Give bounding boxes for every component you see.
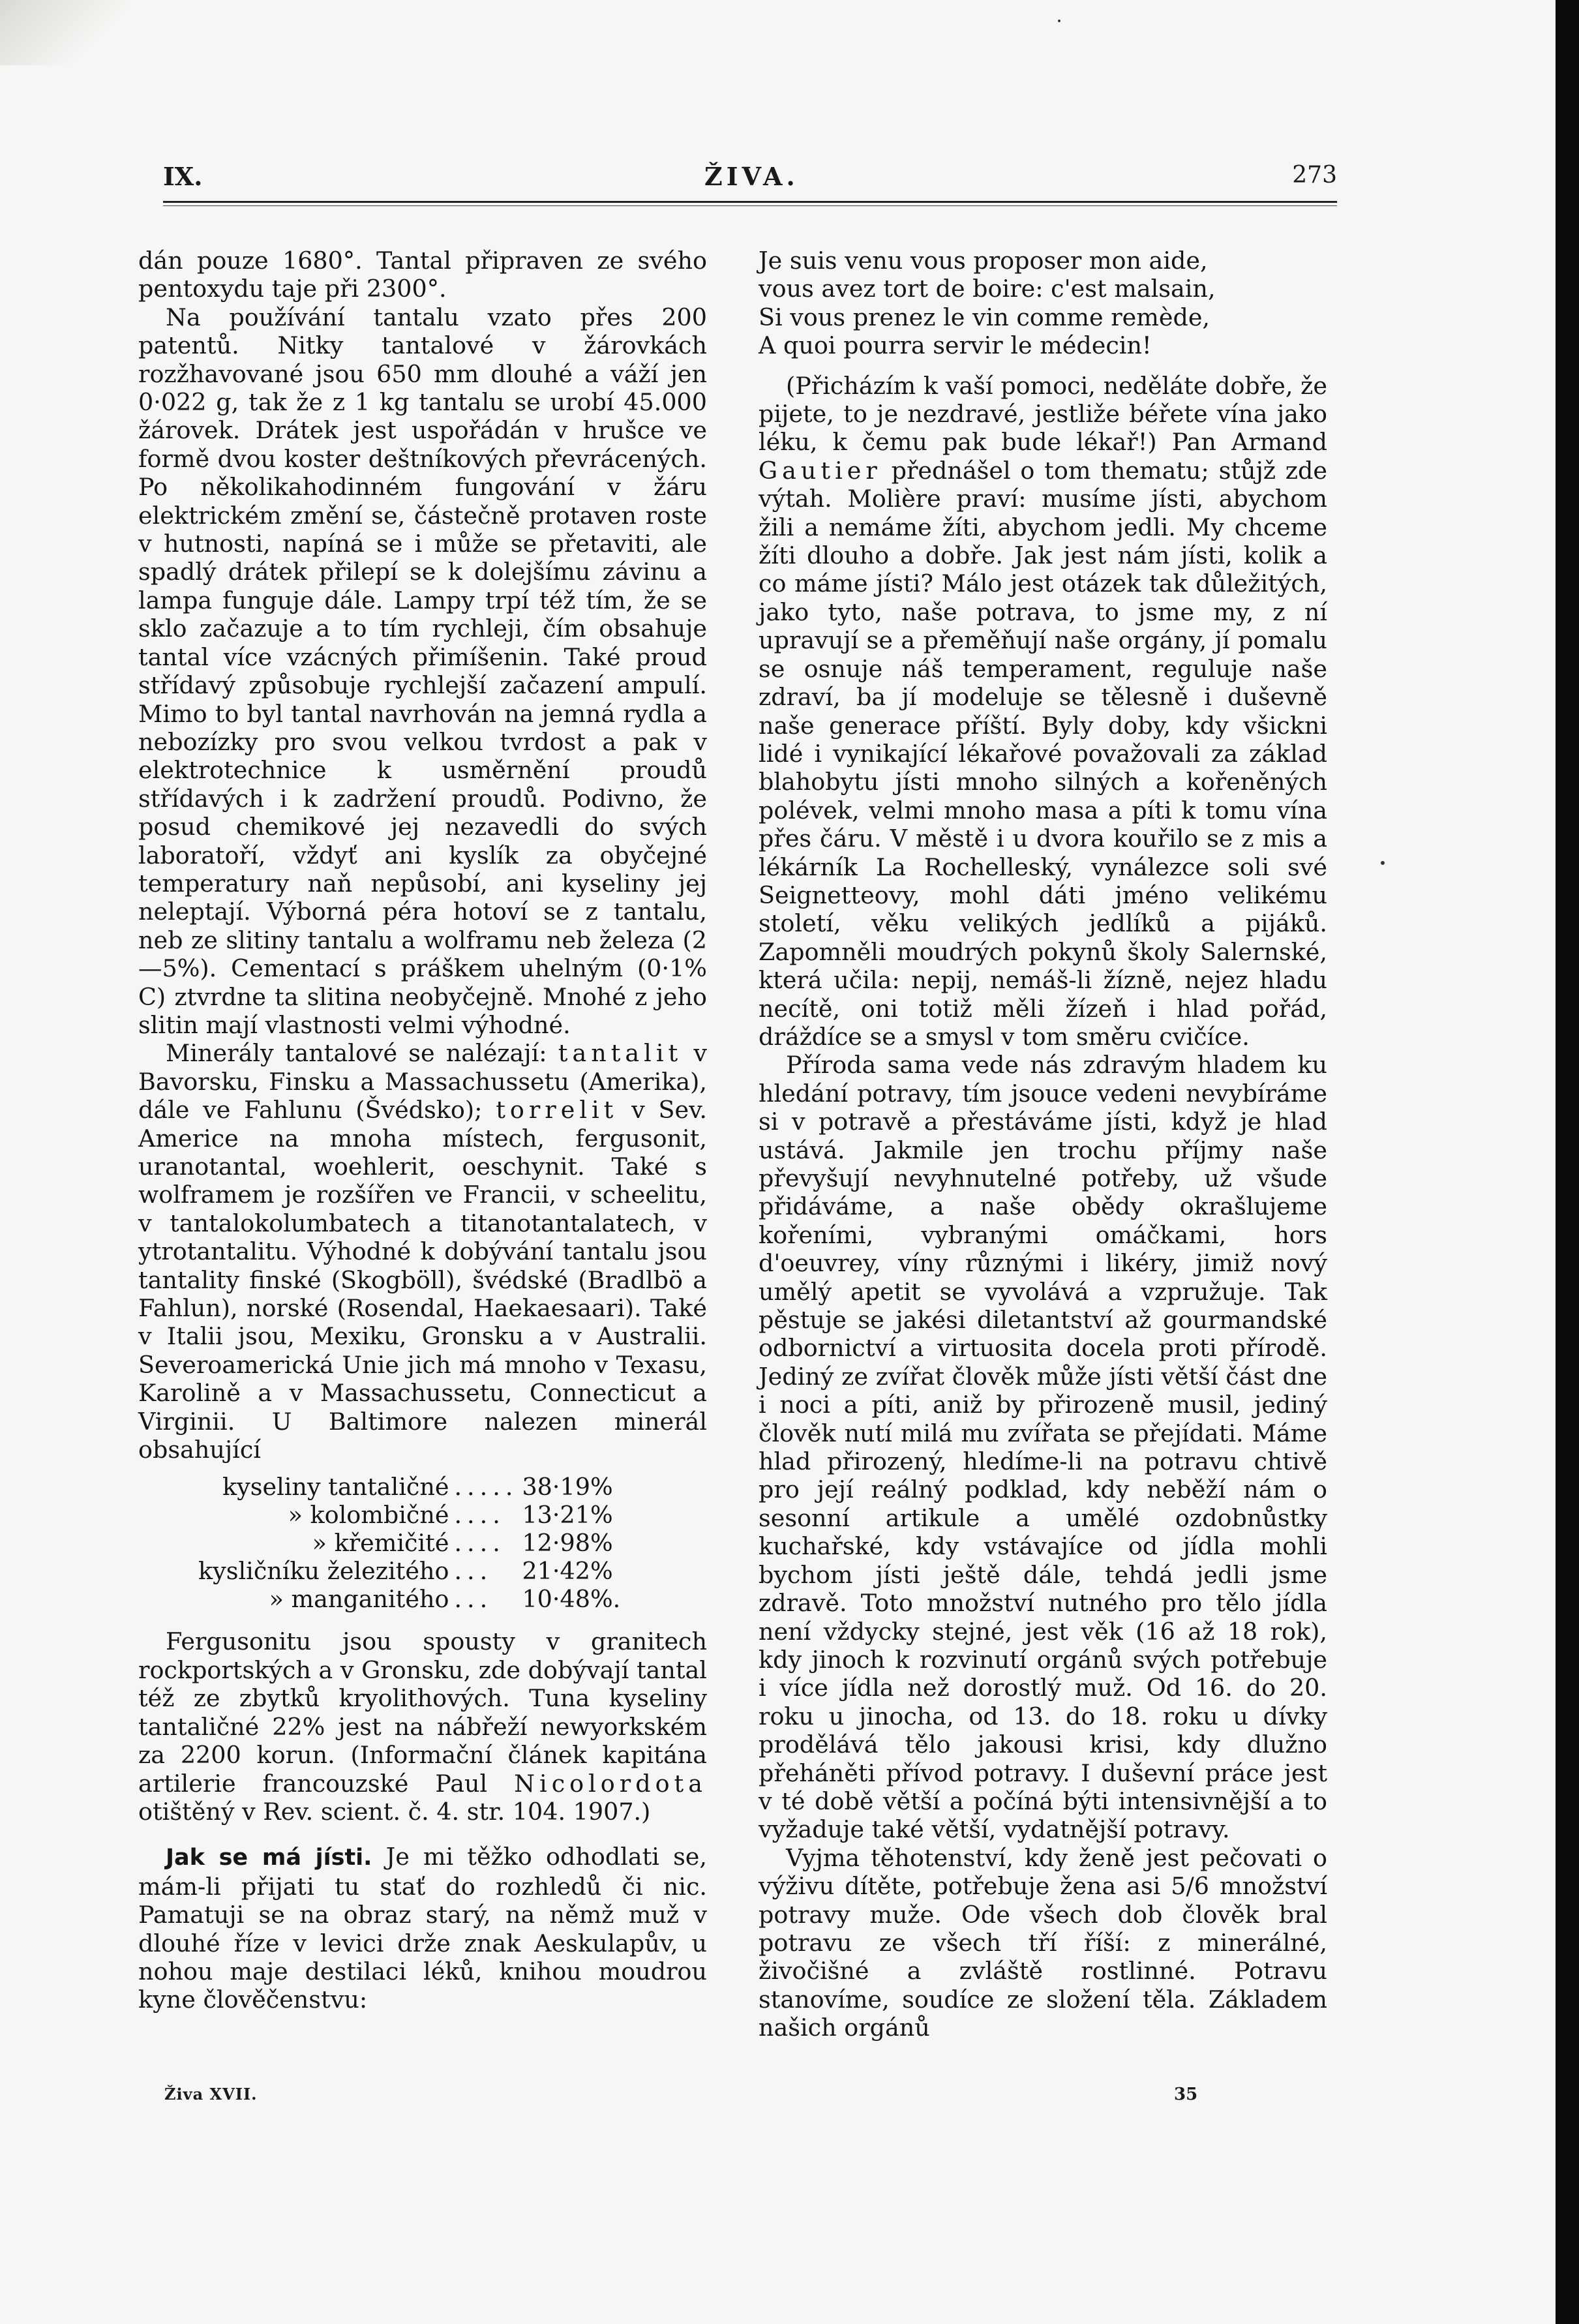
- table-cell-leader: ...: [454, 1585, 493, 1614]
- table-cell-name: » manganitého: [269, 1585, 449, 1614]
- paragraph-text: v Bavorsku, Finsku a Massachussetu (Amerika), dále ve Fahlunu (Švédsko);: [138, 1039, 707, 1124]
- ink-speck: [1381, 861, 1385, 865]
- paragraph: Příroda sama vede nás zdravým hladem ku hledání potravy, tím jsouce vedeni nevybíráme si v potravě a přestáváme jísti, když je hlad ustává. Jakmile jen trochu příjmy naše převyšují nevyhnutelné potřeby, už všude přidáváme, a naše obědy okrašlujeme kořeními, vybranými omáčkami, hors d'oeuvrey, víny různými i likéry, jimiž nový umělý apetit se vyvolává a vzpružuje. Tak pěstuje se jakési diletantství až gourmandské odbornictví a virtuosita docela proti přírodě. Jediný ze zvířat člověk může jísti větší část dne i noci a píti, aniž by přirozeně musil, jediný člověk nutí milá mu zvířata se přejídati. Máme hlad přirozený, hledíme-li na potravu chtivě pro její reálný podklad, kdy neběží nám o sesonní artikule a umělé ozdobnůstky kuchařské, kdy vstávajíce od jídla mohli bychom jísti ještě dále, tehdá jedli jsme zdravě. Toto množství nutného pro tělo jídla není vždycky stejné, jest věk (16 až 18 rok), kdy jinoch k rozvinutí orgánů svých potřebuje i více jídla než dorostlý muž. Od 16. do 20. roku u jinocha, od 13. do 18. roku u dívky prodělává tělo jakousi krisi, kdy dlužno přeháněti přívod potravy. I duševní práce jest v té době větší a počíná býti intensivnější a to vyžaduje také větší, vydatnější potravy.: [759, 1051, 1327, 1844]
- signature-mark: Živa XVII.: [164, 2085, 258, 2104]
- mineral-term: torrelit: [496, 1096, 618, 1124]
- mineral-term: tantalit: [558, 1039, 683, 1068]
- paragraph: [138, 1039, 707, 1464]
- table-cell-value: 38·19%: [522, 1473, 613, 1502]
- table-row: [198, 1557, 620, 1585]
- left-column: [138, 247, 707, 2014]
- table-cell-name: kysličníku železitého: [198, 1557, 449, 1586]
- table-cell-name: » kolombičné: [288, 1501, 449, 1530]
- sheet-number: 35: [1174, 2085, 1198, 2104]
- table-row: [198, 1529, 620, 1557]
- table-row: [198, 1501, 620, 1529]
- table-cell-value: 12·98%: [522, 1529, 613, 1558]
- running-header: [163, 162, 1337, 201]
- author-name: Gautier: [759, 456, 882, 485]
- ink-speck: [1058, 20, 1060, 22]
- paragraph: dán pouze 1680°. Tantal připraven ze svého pentoxydu taje při 2300°.: [138, 247, 707, 303]
- spacer: [138, 1826, 707, 1843]
- section-title: Jak se má jísti.: [166, 1845, 372, 1871]
- journal-title: ŽIVA.: [704, 162, 799, 191]
- scan-border: [1556, 0, 1579, 2324]
- paragraph-text: Fergusonitu jsou spousty v granitech rockportských a v Gronsku, zde dobývají tantal též ze zbytků kryolithových. Tuna kyseliny tantaličné 22% jest na nábřeží newyorkském za 2200 korun. (Informační článek kapitána artilerie francouzské Paul: [138, 1627, 707, 1798]
- table-cell-leader: ....: [454, 1529, 505, 1558]
- right-column: [759, 247, 1327, 2042]
- author-name: Nicolordota: [514, 1769, 707, 1798]
- paragraph-text: přednášel o tom thematu; stůjž zde výtah. Molière praví: musíme jísti, abychom žili a nemáme žíti, abychom jedli. My chceme žíti dlouho a dobře. Jak jest nám jísti, kolik a co máme jísti? Málo jest otázek tak důležitých, jako tyto, naše potrava, to jsme my, z ní upravují se a přeměňují naše orgány, jí pomalu se osnuje náš temperament, reguluje naše zdraví, ba jí modeluje se tělesně i duševně naše generace příští. Byly doby, kdy všickni lidé i vynikající lékařové považovali za základ blahobytu jísti mnoho silných a kořeněných polévek, velmi mnoho masa a píti k tomu vína přes čáru. V městě i u dvora kouřilo se z mis a lékárník La Rochelleský, vynálezce soli své Seignetteovy, mohl dáti jméno velikému století, věku velikých jedlíků a pijáků. Zapomněli moudrých pokynů školy Salernské, která učila: nepij, nemáš-li žízně, nejez hladu necítě, oni totiž měli žízeň i hlad pořád, dráždíce se a smysl v tom směru cvičíce.: [759, 456, 1328, 1051]
- verse-line: A quoi pourra servir le médecin!: [759, 331, 1152, 360]
- verse-line: Je suis venu vous proposer mon aide,: [759, 247, 1208, 275]
- table-cell-leader: .....: [454, 1473, 519, 1502]
- table-cell-leader: ...: [454, 1557, 493, 1586]
- paragraph: [138, 1627, 707, 1826]
- verse-line: Si vous prenez le vin comme remède,: [759, 303, 1211, 331]
- header-rule: [163, 201, 1337, 206]
- paragraph-lead: Minerály tantalové se nalézají:: [166, 1039, 547, 1068]
- paragraph: [759, 372, 1327, 1051]
- french-verse: [759, 247, 1327, 360]
- spacer: [759, 360, 1327, 372]
- table-cell-value: 10·48%.: [522, 1585, 621, 1614]
- table-cell-name: » křemičité: [312, 1529, 449, 1558]
- table-row: [198, 1473, 620, 1501]
- table-row: [198, 1585, 620, 1613]
- paragraph-text: Je mi těžko odhodlati se, mám-li přijati tu stať do rozhledů či nic. Pamatuji se na obraz starý, na němž muž v dlouhé říze v levici drže znak Aeskulapův, u nohou maje destilaci léků, knihou moudrou kyne člověčenstvu:: [138, 1843, 708, 2014]
- mineral-composition-table: [198, 1473, 620, 1613]
- table-cell-value: 21·42%: [522, 1557, 613, 1586]
- paragraph-text: (Přicházím k vaší pomoci, neděláte dobře, že pijete, to je nezdravé, jestliže béřete vína jako léku, k čemu pak bude lékař!) Pan Armand: [759, 371, 1327, 457]
- page-number: 273: [1292, 162, 1337, 189]
- paragraph-text: v Sev. Americe na mnoha místech, fergusonit, uranotantal, woehlerit, oeschynit. Také s wolframem je rozšířen ve Francii, v scheelitu, v tantalokolumbatech a titanotantalatech, v ytrotantalitu. Výhodné k dobývání tantalu jsou tantality finské (Skogböll), švédské (Bradlbö a Fahlun), norské (Rosendal, Haekaesaari). Také v Italii jsou, Mexiku, Gronsku a v Australii. Severoamerická Unie jich má mnoho v Texasu, Karolině a v Massachussetu, Connecticut a Virginii. U Baltimore nalezen minerál obsahující: [138, 1096, 707, 1464]
- scan-corner-shadow: [0, 0, 130, 65]
- paragraph: Vyjma těhotenství, kdy ženě jest pečovati o výživu dítěte, potřebuje žena asi 5/6 množství potravy muže. Ode všech dob člověk bral potravu ze všech tří říší: z minerálné, živočišné a zvláště rostlinné. Potravu stanovíme, soudíce ze složení těla. Základem našich orgánů: [759, 1843, 1327, 2042]
- table-cell-leader: ....: [454, 1501, 505, 1530]
- paragraph: Na používání tantalu vzato přes 200 patentů. Nitky tantalové v žárovkách rozžhavované jsou 650 mm dlouhé a váží jen 0·022 g, tak že z 1 kg tantalu se urobí 45.000 žárovek. Drátek jest uspořádán v hrušce ve formě dvou koster deštníkových převrácených. Po několikahodinném fungování v žáru elektrickém změní se, částečně protaven roste v hutnosti, napíná se i může se přetaviti, ale spadlý drátek přilepí se k dolejšímu závinu a lampa funguje dále. Lampy trpí též tím, že se sklo začazuje a to tím rychleji, čím obsahuje tantal více vzácných přimíšenin. Také proud střídavý způsobuje rychlejší začazení ampulí. Mimo to byl tantal navrhován na jemná rydla a nebozízky pro svou velkou tvrdost a pak v elektrotechnice k usměrnění proudů střídavých i k zadržení proudů. Podivno, že posud chemikové jej nezavedli do svých laboratoří, vždyť ani kyslík za obyčejné temperatury naň nepůsobí, ani kyseliny jej neleptají. Výborná péra hotoví se z tantalu, neb ze slitiny tantalu a wolframu neb železa (2—5%). Cementací s práškem uhelným (0·1% C) ztvrdne ta slitina neobyčejně. Mnohé z jeho slitin mají vlastnosti velmi výhodné.: [138, 303, 707, 1039]
- paragraph: [138, 1843, 707, 2014]
- table-cell-name: kyseliny tantaličné: [222, 1473, 449, 1502]
- paragraph-text: otištěný v Rev. scient. č. 4. str. 104. 1907.): [138, 1797, 651, 1826]
- table-cell-value: 13·21%: [522, 1501, 613, 1530]
- volume-number: IX.: [163, 162, 203, 191]
- verse-line: vous avez tort de boire: c'est malsain,: [759, 275, 1216, 303]
